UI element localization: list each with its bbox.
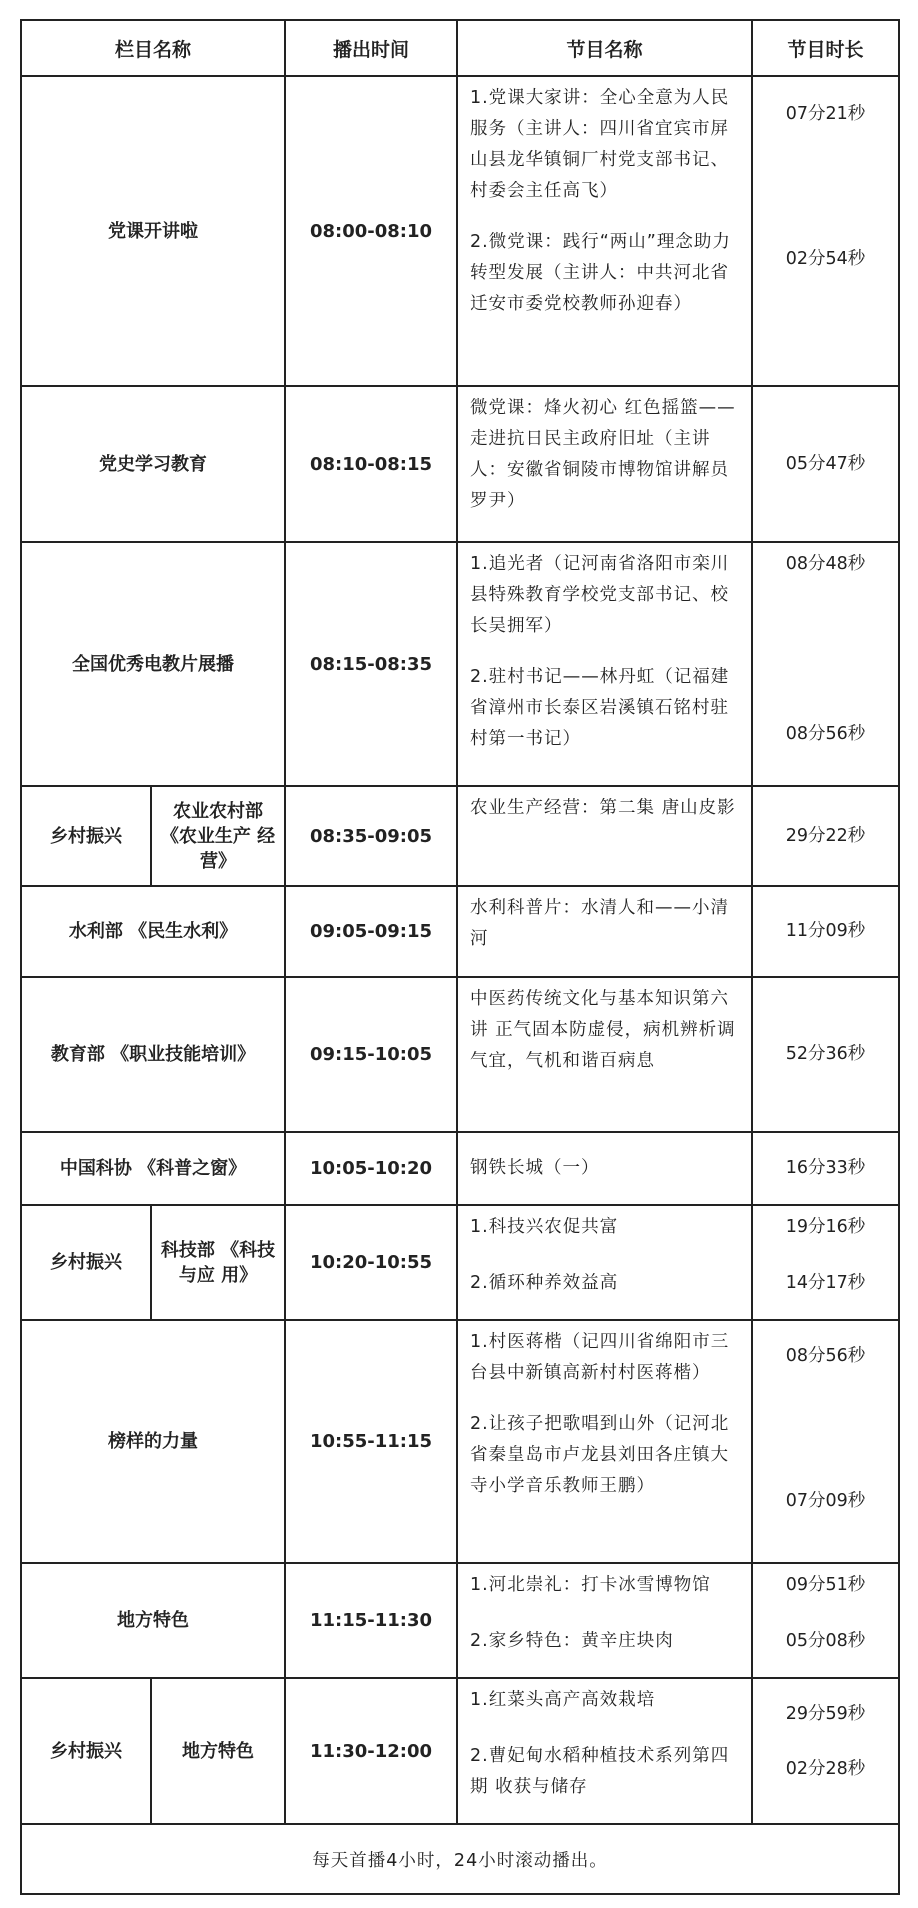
sub-column-name: 科技部 《科技与应 用》	[151, 1205, 285, 1320]
program-cell	[457, 76, 752, 386]
duration-cell	[752, 1678, 899, 1824]
table-row	[21, 886, 899, 977]
table-row	[21, 977, 899, 1132]
program-item: 1.河北崇礼：打卡冰雪博物馆	[470, 1575, 711, 1595]
broadcast-time: 10:55-11:15	[285, 1320, 457, 1563]
duration-cell	[752, 76, 899, 386]
table-row	[21, 542, 899, 786]
column-name: 乡村振兴	[21, 1205, 151, 1320]
duration-value: 52分36秒	[785, 1044, 866, 1064]
broadcast-time: 11:30-12:00	[285, 1678, 457, 1824]
header-duration: 节目时长	[752, 20, 899, 76]
duration-cell	[752, 1205, 899, 1320]
program-item: 钢铁长城（一）	[470, 1158, 600, 1178]
table-row	[21, 386, 899, 542]
broadcast-time: 10:05-10:20	[285, 1132, 457, 1205]
broadcast-time: 08:10-08:15	[285, 386, 457, 542]
column-name: 全国优秀电教片展播	[21, 542, 285, 786]
sub-column-name: 农业农村部 《农业生产 经营》	[151, 786, 285, 886]
column-name: 党史学习教育	[21, 386, 285, 542]
footer-note: 每天首播4小时，24小时滚动播出。	[21, 1824, 899, 1894]
header-program-name: 节目名称	[457, 20, 752, 76]
column-name: 中国科协 《科普之窗》	[21, 1132, 285, 1205]
duration-value: 08分56秒	[785, 1346, 866, 1366]
broadcast-time: 09:05-09:15	[285, 886, 457, 977]
column-name: 党课开讲啦	[21, 76, 285, 386]
duration-value: 05分47秒	[785, 453, 866, 474]
footer-row	[21, 1824, 899, 1894]
program-cell	[457, 1205, 752, 1320]
broadcast-time: 09:15-10:05	[285, 977, 457, 1132]
table-row	[21, 1563, 899, 1678]
program-item: 1.红菜头高产高效栽培	[470, 1690, 656, 1710]
duration-value: 05分08秒	[785, 1631, 866, 1651]
duration-value: 19分16秒	[785, 1217, 866, 1237]
duration-value: 07分21秒	[785, 104, 866, 124]
table-row	[21, 1132, 899, 1205]
broadcast-time: 08:35-09:05	[285, 786, 457, 886]
program-cell	[457, 1320, 752, 1563]
broadcast-time: 11:15-11:30	[285, 1563, 457, 1678]
duration-value: 16分33秒	[785, 1158, 866, 1178]
duration-value: 08分48秒	[785, 554, 866, 574]
program-cell	[457, 1563, 752, 1678]
duration-cell	[752, 1132, 899, 1205]
program-cell	[457, 1678, 752, 1824]
program-cell	[457, 977, 752, 1132]
table-row	[21, 1320, 899, 1563]
program-cell	[457, 786, 752, 886]
column-name: 地方特色	[21, 1563, 285, 1678]
header-row	[21, 20, 899, 76]
duration-value: 11分09秒	[785, 921, 866, 941]
duration-cell	[752, 977, 899, 1132]
duration-cell	[752, 1320, 899, 1563]
duration-value: 02分28秒	[785, 1759, 866, 1779]
schedule-table	[20, 19, 900, 1895]
table-row	[21, 1678, 899, 1824]
column-name: 乡村振兴	[21, 786, 151, 886]
header-column-name: 栏目名称	[21, 20, 285, 76]
duration-value: 08分56秒	[785, 724, 866, 744]
duration-cell	[752, 542, 899, 786]
program-item: 2.驻村书记——林丹虹（记福建省漳州市长泰区岩溪镇石铭村驻村第一书记）	[470, 667, 730, 749]
program-item: 1.党课大家讲：全心全意为人民服务（主讲人：四川省宜宾市屏山县龙华镇铜厂村党支部书记、村委会主任高飞）	[470, 88, 730, 201]
column-name: 水利部 《民生水利》	[21, 886, 285, 977]
duration-cell	[752, 886, 899, 977]
program-item: 1.科技兴农促共富	[470, 1217, 619, 1237]
duration-cell	[752, 1563, 899, 1678]
duration-cell	[752, 386, 899, 542]
program-item: 2.循环种养效益高	[470, 1273, 619, 1293]
duration-value: 07分09秒	[785, 1491, 866, 1511]
broadcast-time: 08:15-08:35	[285, 542, 457, 786]
duration-value: 09分51秒	[785, 1575, 866, 1595]
program-item: 农业生产经营：第二集 唐山皮影	[470, 798, 736, 818]
broadcast-time: 10:20-10:55	[285, 1205, 457, 1320]
program-item: 中医药传统文化与基本知识第六讲 正气固本防虚侵，病机辨析调气宜，气机和谐百病息	[470, 989, 736, 1071]
sub-column-name: 地方特色	[151, 1678, 285, 1824]
table-row	[21, 76, 899, 386]
duration-cell	[752, 786, 899, 886]
program-item: 微党课：烽火初心 红色摇篮——走进抗日民主政府旧址（主讲人：安徽省铜陵市博物馆讲解员罗尹）	[470, 398, 736, 511]
duration-value: 02分54秒	[785, 249, 866, 269]
table-row	[21, 786, 899, 886]
program-cell	[457, 886, 752, 977]
column-name: 教育部 《职业技能培训》	[21, 977, 285, 1132]
broadcast-time: 08:00-08:10	[285, 76, 457, 386]
program-cell	[457, 1132, 752, 1205]
program-cell	[457, 542, 752, 786]
column-name: 榜样的力量	[21, 1320, 285, 1563]
program-item: 2.微党课：践行“两山”理念助力转型发展（主讲人：中共河北省迁安市委党校教师孙迎春）	[470, 232, 731, 314]
duration-value: 29分59秒	[785, 1704, 866, 1724]
table-row	[21, 1205, 899, 1320]
program-cell	[457, 386, 752, 542]
duration-value: 29分22秒	[785, 825, 866, 846]
program-item: 2.让孩子把歌唱到山外（记河北省秦皇岛市卢龙县刘田各庄镇大寺小学音乐教师王鹏）	[470, 1414, 730, 1496]
column-name: 乡村振兴	[21, 1678, 151, 1824]
program-item: 1.追光者（记河南省洛阳市栾川县特殊教育学校党支部书记、校长吴拥军）	[470, 554, 730, 636]
program-item: 1.村医蒋楷（记四川省绵阳市三台县中新镇高新村村医蒋楷）	[470, 1332, 730, 1383]
program-item: 2.曹妃甸水稻种植技术系列第四期 收获与储存	[470, 1746, 730, 1797]
program-item: 水利科普片：水清人和——小清河	[470, 898, 730, 949]
duration-value: 14分17秒	[785, 1273, 866, 1293]
program-item: 2.家乡特色：黄辛庄块肉	[470, 1631, 674, 1651]
header-broadcast-time: 播出时间	[285, 20, 457, 76]
